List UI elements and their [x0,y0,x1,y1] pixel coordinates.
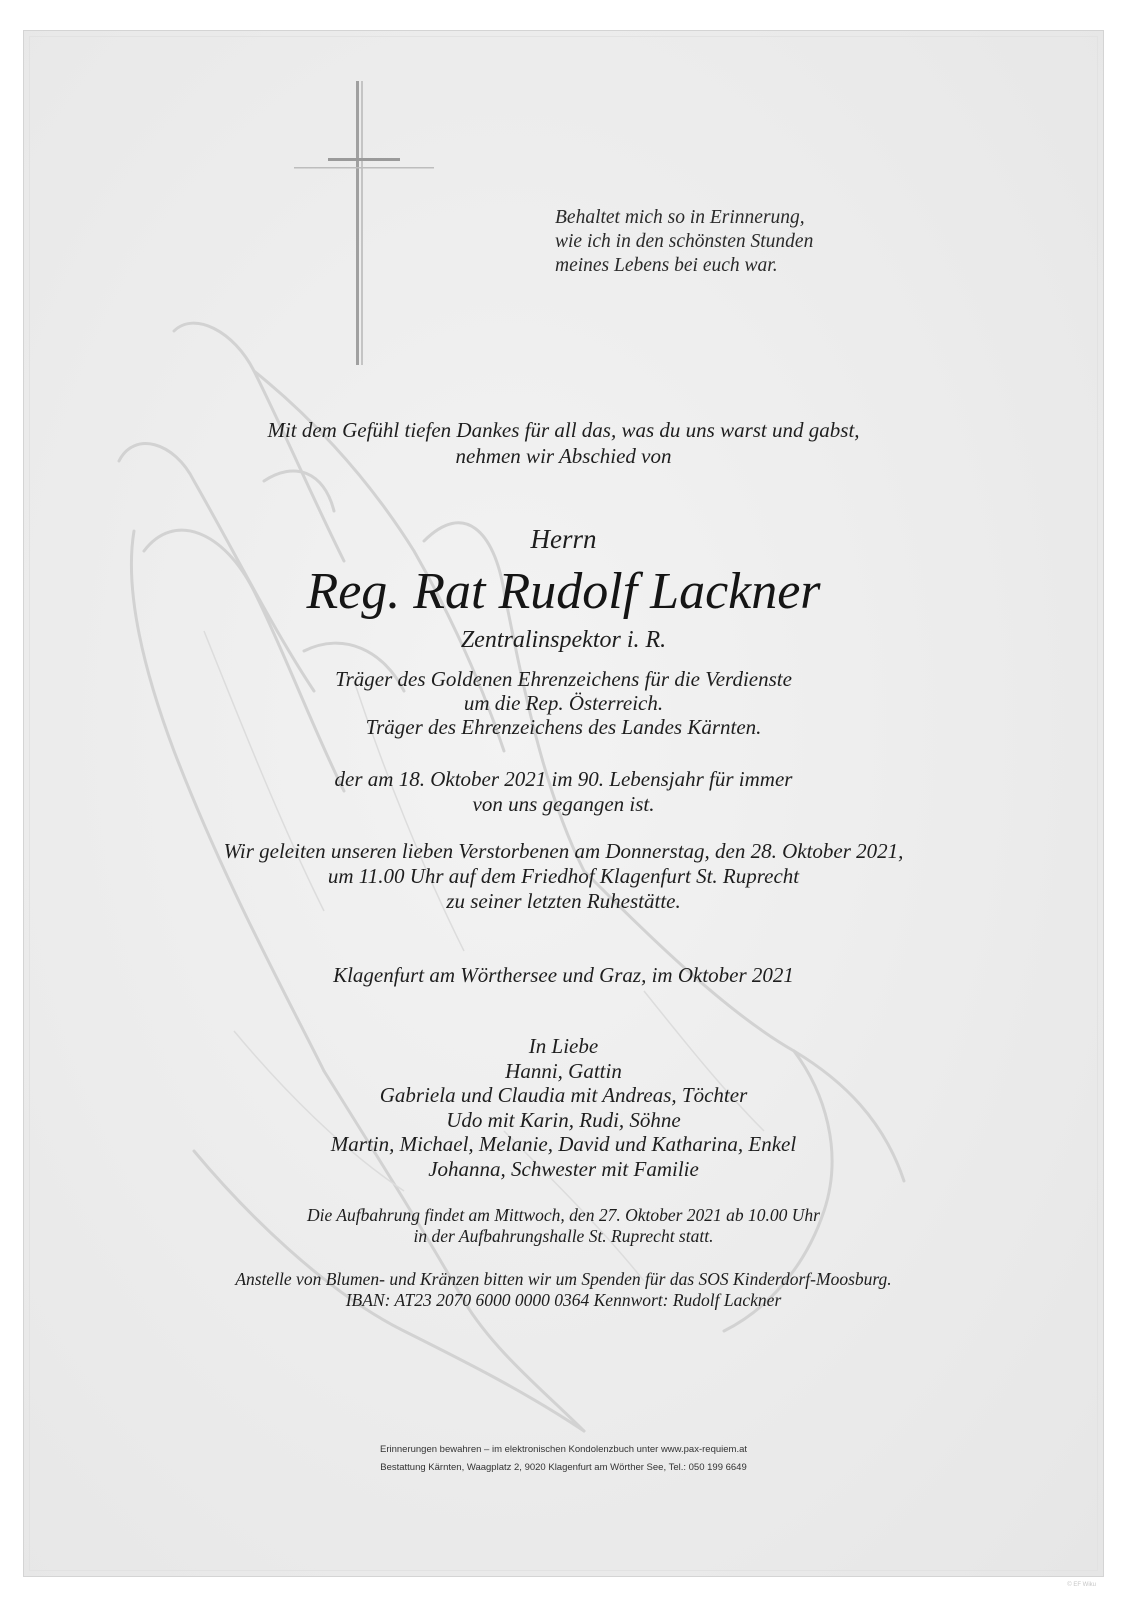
death-line: der am 18. Oktober 2021 im 90. Lebensjahr für immer [334,767,793,791]
wake-line: in der Aufbahrungshalle St. Ruprecht statt. [413,1226,714,1246]
poem-line: meines Lebens bei euch war. [555,255,778,276]
family-line: In Liebe [528,1034,599,1058]
family-list [24,1034,1103,1181]
funeral-info [24,839,1103,914]
place-date: Klagenfurt am Wörthersee und Graz, im Oktober 2021 [333,963,794,987]
poem-line: Behaltet mich so in Erinnerung, [555,207,805,228]
intro-line: Mit dem Gefühl tiefen Dankes für all das, was du uns warst und gabst, [267,418,860,442]
obituary-sheet [23,30,1104,1577]
undertaker-address: Bestattung Kärnten, Waagplatz 2, 9020 Klagenfurt am Wörther See, Tel.: 050 199 6649 [380,1462,747,1473]
deceased-title: Zentralinspektor i. R. [460,627,667,653]
family-line: Gabriela und Claudia mit Andreas, Töchter [379,1083,748,1107]
latin-cross-icon [294,81,434,371]
farewell-intro [24,417,1103,469]
death-line: von uns gegangen ist. [472,792,655,816]
donation-line: Anstelle von Blumen- und Kränzen bitten wir um Spenden für das SOS Kinderdorf-Moosburg. [235,1269,892,1289]
wake-info [24,1205,1103,1247]
wake-line: Die Aufbahrung findet am Mittwoch, den 27. Oktober 2021 ab 10.00 Uhr [307,1205,820,1225]
family-line: Johanna, Schwester mit Familie [428,1156,699,1181]
honors [24,667,1103,739]
condolence-book-note: Erinnerungen bewahren – im elektronischen Kondolenzbuch unter www.pax-requiem.at [379,1444,748,1455]
memorial-poem [555,206,813,278]
deceased-name: Reg. Rat Rudolf Lackner [306,563,821,620]
honor-line: Träger des Ehrenzeichens des Landes Kärnten. [365,715,762,739]
funeral-line: Wir geleiten unseren lieben Verstorbenen am Donnerstag, den 28. Oktober 2021, [223,839,904,863]
donation-line: IBAN: AT23 2070 6000 0000 0364 Kennwort: Rudolf Lackner [345,1290,782,1310]
honor-line: um die Rep. Österreich. [463,691,664,715]
salutation: Herrn [530,524,597,554]
death-notice [24,767,1103,817]
donation-info [24,1269,1103,1311]
family-line: Udo mit Karin, Rudi, Söhne [446,1107,681,1132]
honor-line: Träger des Goldenen Ehrenzeichens für die Verdienste [335,667,792,691]
copyright-mark: © EF Wiku [1067,1582,1096,1588]
intro-line: nehmen wir Abschied von [455,444,672,468]
family-line: Martin, Michael, Melanie, David und Katharina, Enkel [330,1132,797,1156]
family-line: Hanni, Gattin [505,1058,622,1083]
poem-line: wie ich in den schönsten Stunden [555,231,814,252]
funeral-line: zu seiner letzten Ruhestätte. [446,889,681,913]
funeral-line: um 11.00 Uhr auf dem Friedhof Klagenfurt St. Ruprecht [327,864,800,888]
